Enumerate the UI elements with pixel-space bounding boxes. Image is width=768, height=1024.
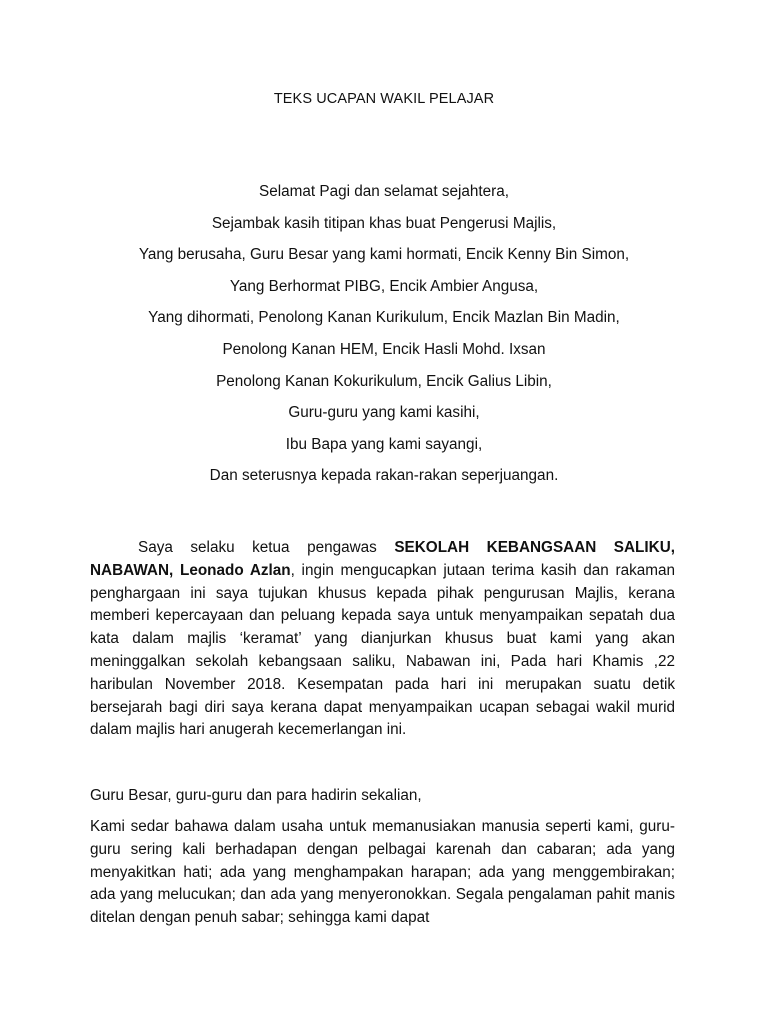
body-paragraph: Kami sedar bahawa dalam usaha untuk memanusiakan manusia seperti kami, guru-guru sering kali berhadapan dengan pelbagai karenah dan cabaran; ada yang menyakitkan hati; ada yang menghampakan harapan; ada yang menggembirakan; ada yang melucukan; dan ada yang menyeronokkan. Segala pengalaman pahit manis ditelan dengan penuh sabar; sehingga kami dapat: [90, 818, 675, 927]
document-title: TEKS UCAPAN WAKIL PELAJAR: [273, 91, 495, 107]
greeting-line: Yang Berhormat PIBG, Encik Ambier Angusa,: [229, 277, 539, 295]
greeting-line: Ibu Bapa yang kami sayangi,: [285, 435, 483, 453]
greeting-line: Selamat Pagi dan selamat sejahtera,: [259, 183, 509, 200]
paragraph-rest: , ingin mengucapkan jutaan terima kasih dan rakaman penghargaan ini saya tujukan khusus kepada pihak pengurusan Majlis, kerana memberi kepercayaan dan peluang kepada saya untuk menyampaikan sepatah dua kata dalam majlis ‘keramat’ yang dianjurkan khusus buat kami yang akan meninggalkan sekolah kebangsaan saliku, Nabawan ini, Pada hari Khamis ,22 haribulan November 2018. Kesempatan pada hari ini merupakan suatu detik bersejarah bagi diri saya kerana dapat menyampaikan ucapan sebagai wakil murid dalam majlis hari anugerah kecemerlangan ini.: [90, 561, 676, 739]
greeting-line: Yang berusaha, Guru Besar yang kami hormati, Encik Kenny Bin Simon,: [138, 246, 630, 264]
school-name: SEKOLAH KEBANGSAAN SALIKU, NABAWAN,: [90, 539, 675, 579]
greeting-line: Yang dihormati, Penolong Kanan Kurikulum, Encik Mazlan Bin Madin,: [148, 309, 620, 327]
greeting-line: Penolong Kanan Kokurikulum, Encik Galius Libin,: [216, 372, 552, 390]
greeting-line: Dan seterusnya kepada rakan-rakan seperjuangan.: [209, 467, 559, 485]
greeting-line: Sejambak kasih titipan khas buat Pengerusi Majlis,: [211, 214, 557, 232]
body-paragraph: [90, 537, 675, 742]
greetings-list: [0, 182, 768, 498]
paragraph-space: [173, 562, 180, 579]
greeting-line: Penolong Kanan HEM, Encik Hasli Mohd. Ixsan: [222, 340, 546, 358]
address-line: Guru Besar, guru-guru dan para hadirin sekalian,: [90, 787, 422, 804]
paragraph-intro: Saya selaku ketua pengawas: [138, 539, 395, 556]
greeting-line: Guru-guru yang kami kasihi,: [288, 404, 480, 422]
student-name: Leonado Azlan: [179, 561, 291, 579]
